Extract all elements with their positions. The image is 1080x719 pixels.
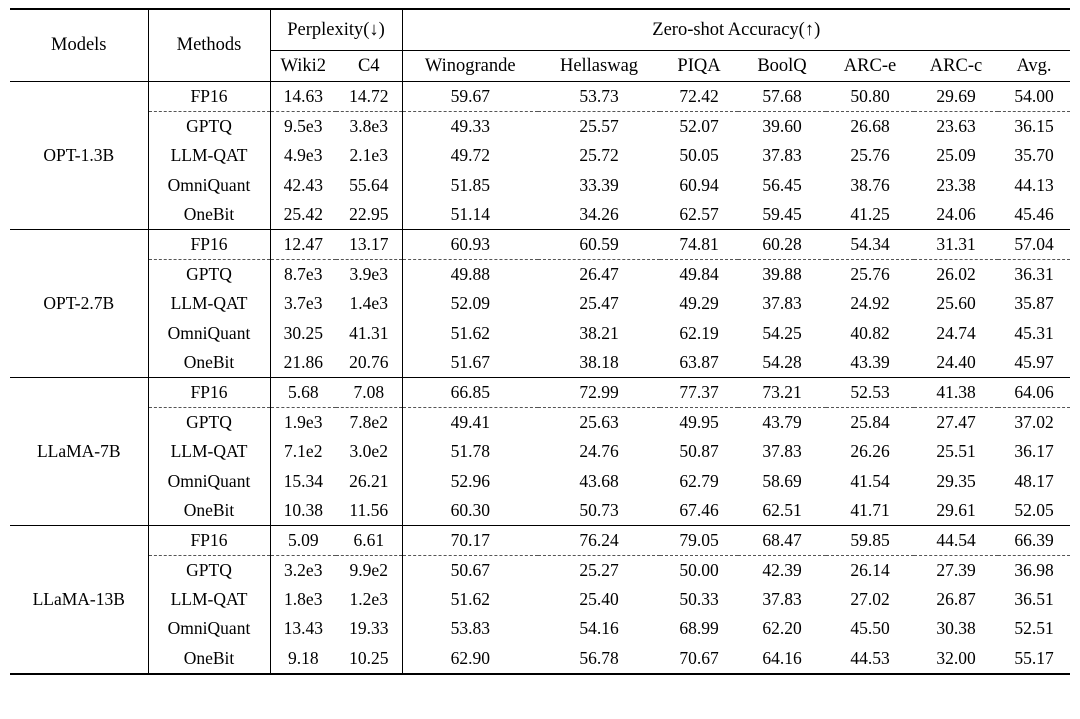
header-piqa: PIQA xyxy=(660,51,738,82)
cell-winogrande: 60.93 xyxy=(450,234,490,255)
cell-piqa: 63.87 xyxy=(679,351,719,372)
cell-boolq: 37.83 xyxy=(762,145,802,166)
cell-arc-c: 32.00 xyxy=(936,647,976,668)
cell-winogrande: 62.90 xyxy=(450,647,490,668)
cell-arc-e: 43.39 xyxy=(850,351,890,372)
header-methods: Methods xyxy=(148,10,270,82)
cell-arc-e: 44.53 xyxy=(850,647,890,668)
method-name: GPTQ xyxy=(148,556,270,585)
method-name: OmniQuant xyxy=(148,466,270,495)
cell-arc-c: 29.61 xyxy=(936,499,976,520)
cell-c4: 9.9e2 xyxy=(336,556,402,585)
cell-arc-c: 31.31 xyxy=(936,234,976,255)
header-boolq: BoolQ xyxy=(738,51,826,82)
table-row xyxy=(10,466,1070,495)
cell-c4: 7.8e2 xyxy=(336,408,402,437)
cell-piqa: 49.84 xyxy=(679,264,719,285)
cell-boolq: 73.21 xyxy=(762,381,802,402)
cell-piqa: 50.00 xyxy=(679,560,719,581)
cell-wiki2: 4.9e3 xyxy=(284,145,323,166)
cell-boolq: 68.47 xyxy=(762,529,802,550)
cell-wiki2: 5.68 xyxy=(287,381,319,402)
method-name: LLM-QAT xyxy=(148,437,270,466)
cell-arc-c: 27.39 xyxy=(936,560,976,581)
cell-arc-c: 27.47 xyxy=(936,412,976,433)
cell-arc-e: 26.68 xyxy=(850,116,890,137)
cell-hellaswag: 54.16 xyxy=(579,618,619,639)
cell-winogrande: 52.09 xyxy=(450,293,490,314)
bottom-rule xyxy=(10,674,1070,675)
cell-boolq: 60.28 xyxy=(762,234,802,255)
table-body xyxy=(10,82,1070,675)
cell-arc-e: 25.76 xyxy=(850,264,890,285)
cell-wiki2: 10.38 xyxy=(283,499,323,520)
method-name: OneBit xyxy=(148,496,270,526)
cell-boolq: 58.69 xyxy=(762,470,802,491)
cell-wiki2: 8.7e3 xyxy=(284,264,323,285)
cell-piqa: 50.05 xyxy=(679,145,719,166)
header-zero-shot-accuracy: Zero-shot Accuracy(↑) xyxy=(402,10,1070,51)
cell-piqa: 62.57 xyxy=(679,203,719,224)
cell-winogrande: 51.62 xyxy=(450,322,490,343)
cell-arc-e: 26.14 xyxy=(850,560,890,581)
cell-c4: 2.1e3 xyxy=(336,141,402,170)
cell-winogrande: 49.33 xyxy=(450,116,490,137)
cell-boolq: 54.25 xyxy=(762,322,802,343)
cell-boolq: 42.39 xyxy=(762,560,802,581)
cell-hellaswag: 26.47 xyxy=(579,264,619,285)
model-name: LLaMA-13B xyxy=(10,526,148,674)
cell-wiki2: 14.63 xyxy=(283,86,323,107)
cell-wiki2: 15.34 xyxy=(283,470,323,491)
cell-arc-c: 24.40 xyxy=(936,351,976,372)
cell-arc-e: 59.85 xyxy=(850,529,890,550)
cell-arc-e: 41.25 xyxy=(850,203,890,224)
table-row xyxy=(10,260,1070,289)
cell-arc-e: 50.80 xyxy=(850,86,890,107)
cell-avg: 52.05 xyxy=(1014,499,1054,520)
cell-piqa: 74.81 xyxy=(679,234,719,255)
cell-winogrande: 49.72 xyxy=(450,145,490,166)
cell-avg: 52.51 xyxy=(1014,618,1054,639)
cell-winogrande: 51.78 xyxy=(450,441,490,462)
cell-wiki2: 30.25 xyxy=(283,322,323,343)
table-row xyxy=(10,200,1070,230)
cell-winogrande: 50.67 xyxy=(450,560,490,581)
cell-boolq: 37.83 xyxy=(762,293,802,314)
table-row xyxy=(10,82,1070,112)
cell-avg: 54.00 xyxy=(1014,86,1054,107)
cell-boolq: 37.83 xyxy=(762,441,802,462)
model-name: OPT-2.7B xyxy=(10,230,148,377)
cell-boolq: 54.28 xyxy=(762,351,802,372)
cell-wiki2: 5.09 xyxy=(287,529,319,550)
method-name: LLM-QAT xyxy=(148,585,270,614)
cell-hellaswag: 50.73 xyxy=(579,499,619,520)
cell-c4: 11.56 xyxy=(336,496,402,526)
cell-arc-c: 24.06 xyxy=(936,203,976,224)
cell-c4: 6.61 xyxy=(336,526,402,556)
method-name: OneBit xyxy=(148,348,270,378)
cell-hellaswag: 53.73 xyxy=(579,86,619,107)
table-row xyxy=(10,437,1070,466)
cell-avg: 36.98 xyxy=(1014,560,1054,581)
cell-wiki2: 21.86 xyxy=(283,351,323,372)
cell-avg: 36.15 xyxy=(1014,116,1054,137)
cell-hellaswag: 25.57 xyxy=(579,116,619,137)
cell-piqa: 62.19 xyxy=(679,322,719,343)
cell-avg: 36.51 xyxy=(1014,589,1054,610)
cell-piqa: 62.79 xyxy=(679,470,719,491)
header-hellaswag: Hellaswag xyxy=(538,51,660,82)
cell-arc-c: 41.38 xyxy=(936,381,976,402)
cell-avg: 57.04 xyxy=(1014,234,1054,255)
cell-hellaswag: 33.39 xyxy=(579,174,619,195)
method-name: LLM-QAT xyxy=(148,289,270,318)
cell-c4: 26.21 xyxy=(336,466,402,495)
cell-hellaswag: 43.68 xyxy=(579,470,619,491)
cell-avg: 45.31 xyxy=(1014,322,1054,343)
cell-hellaswag: 24.76 xyxy=(579,441,619,462)
results-table xyxy=(10,8,1070,675)
cell-boolq: 62.20 xyxy=(762,618,802,639)
table-row xyxy=(10,496,1070,526)
cell-arc-e: 27.02 xyxy=(850,589,890,610)
cell-hellaswag: 34.26 xyxy=(579,203,619,224)
cell-c4: 3.9e3 xyxy=(336,260,402,289)
cell-wiki2: 25.42 xyxy=(283,203,323,224)
header-models: Models xyxy=(10,10,148,82)
cell-winogrande: 53.83 xyxy=(450,618,490,639)
cell-arc-e: 26.26 xyxy=(850,441,890,462)
cell-avg: 36.31 xyxy=(1014,264,1054,285)
table-row xyxy=(10,556,1070,585)
cell-piqa: 50.33 xyxy=(679,589,719,610)
cell-arc-e: 54.34 xyxy=(850,234,890,255)
cell-arc-e: 24.92 xyxy=(850,293,890,314)
cell-winogrande: 59.67 xyxy=(450,86,490,107)
cell-arc-e: 45.50 xyxy=(850,618,890,639)
cell-avg: 48.17 xyxy=(1014,470,1054,491)
cell-arc-c: 23.63 xyxy=(936,116,976,137)
table-row xyxy=(10,614,1070,643)
cell-arc-c: 29.69 xyxy=(936,86,976,107)
cell-c4: 41.31 xyxy=(336,319,402,348)
cell-wiki2: 3.2e3 xyxy=(284,560,323,581)
cell-winogrande: 51.62 xyxy=(450,589,490,610)
cell-arc-e: 52.53 xyxy=(850,381,890,402)
cell-wiki2: 42.43 xyxy=(283,174,323,195)
method-name: GPTQ xyxy=(148,408,270,437)
method-name: LLM-QAT xyxy=(148,141,270,170)
cell-piqa: 49.95 xyxy=(679,412,719,433)
method-name: FP16 xyxy=(148,526,270,556)
cell-winogrande: 52.96 xyxy=(450,470,490,491)
method-name: OneBit xyxy=(148,644,270,674)
cell-arc-e: 25.84 xyxy=(850,412,890,433)
table-header xyxy=(10,9,1070,82)
cell-arc-c: 25.60 xyxy=(936,293,976,314)
cell-wiki2: 9.5e3 xyxy=(284,116,323,137)
cell-avg: 44.13 xyxy=(1014,174,1054,195)
cell-winogrande: 70.17 xyxy=(450,529,490,550)
header-avg: Avg. xyxy=(998,51,1070,82)
cell-arc-c: 25.09 xyxy=(936,145,976,166)
cell-piqa: 50.87 xyxy=(679,441,719,462)
method-name: GPTQ xyxy=(148,112,270,141)
cell-c4: 7.08 xyxy=(336,378,402,408)
cell-avg: 35.70 xyxy=(1014,145,1054,166)
cell-c4: 1.4e3 xyxy=(336,289,402,318)
method-name: OmniQuant xyxy=(148,171,270,200)
cell-c4: 3.0e2 xyxy=(336,437,402,466)
cell-arc-e: 38.76 xyxy=(850,174,890,195)
cell-piqa: 77.37 xyxy=(679,381,719,402)
cell-hellaswag: 76.24 xyxy=(579,529,619,550)
cell-arc-e: 25.76 xyxy=(850,145,890,166)
cell-avg: 66.39 xyxy=(1014,529,1054,550)
table-row xyxy=(10,171,1070,200)
cell-arc-c: 29.35 xyxy=(936,470,976,491)
cell-arc-c: 30.38 xyxy=(936,618,976,639)
table-row xyxy=(10,319,1070,348)
cell-piqa: 70.67 xyxy=(679,647,719,668)
cell-hellaswag: 38.21 xyxy=(579,322,619,343)
cell-avg: 45.97 xyxy=(1014,351,1054,372)
cell-boolq: 56.45 xyxy=(762,174,802,195)
cell-arc-e: 41.71 xyxy=(850,499,890,520)
cell-boolq: 37.83 xyxy=(762,589,802,610)
cell-arc-c: 24.74 xyxy=(936,322,976,343)
model-name: LLaMA-7B xyxy=(10,378,148,525)
cell-boolq: 62.51 xyxy=(762,499,802,520)
cell-hellaswag: 56.78 xyxy=(579,647,619,668)
cell-piqa: 72.42 xyxy=(679,86,719,107)
cell-arc-c: 23.38 xyxy=(936,174,976,195)
cell-hellaswag: 25.63 xyxy=(579,412,619,433)
cell-boolq: 64.16 xyxy=(762,647,802,668)
header-c4: C4 xyxy=(336,51,402,82)
cell-wiki2: 13.43 xyxy=(283,618,323,639)
cell-hellaswag: 25.40 xyxy=(579,589,619,610)
cell-wiki2: 3.7e3 xyxy=(284,293,323,314)
cell-avg: 36.17 xyxy=(1014,441,1054,462)
cell-hellaswag: 60.59 xyxy=(579,234,619,255)
cell-avg: 45.46 xyxy=(1014,203,1054,224)
cell-winogrande: 66.85 xyxy=(450,381,490,402)
table-row xyxy=(10,141,1070,170)
header-row-primary xyxy=(10,10,1070,51)
cell-arc-c: 26.87 xyxy=(936,589,976,610)
cell-c4: 14.72 xyxy=(336,82,402,112)
header-winogrande: Winogrande xyxy=(402,51,538,82)
cell-arc-e: 41.54 xyxy=(850,470,890,491)
table-row xyxy=(10,112,1070,141)
method-name: FP16 xyxy=(148,230,270,260)
cell-piqa: 49.29 xyxy=(679,293,719,314)
table-row xyxy=(10,378,1070,408)
cell-boolq: 59.45 xyxy=(762,203,802,224)
table-row xyxy=(10,585,1070,614)
header-wiki2: Wiki2 xyxy=(270,51,336,82)
cell-arc-c: 25.51 xyxy=(936,441,976,462)
table-row xyxy=(10,644,1070,674)
method-name: GPTQ xyxy=(148,260,270,289)
cell-arc-c: 44.54 xyxy=(936,529,976,550)
cell-arc-c: 26.02 xyxy=(936,264,976,285)
cell-winogrande: 51.67 xyxy=(450,351,490,372)
table-row xyxy=(10,408,1070,437)
cell-piqa: 67.46 xyxy=(679,499,719,520)
cell-wiki2: 1.9e3 xyxy=(284,412,323,433)
cell-avg: 64.06 xyxy=(1014,381,1054,402)
cell-piqa: 79.05 xyxy=(679,529,719,550)
model-name: OPT-1.3B xyxy=(10,82,148,230)
cell-avg: 55.17 xyxy=(1014,647,1054,668)
cell-wiki2: 1.8e3 xyxy=(284,589,323,610)
cell-boolq: 39.60 xyxy=(762,116,802,137)
cell-piqa: 68.99 xyxy=(679,618,719,639)
cell-c4: 55.64 xyxy=(336,171,402,200)
cell-avg: 37.02 xyxy=(1014,412,1054,433)
cell-boolq: 57.68 xyxy=(762,86,802,107)
table-row xyxy=(10,289,1070,318)
cell-winogrande: 60.30 xyxy=(450,499,490,520)
method-name: OmniQuant xyxy=(148,614,270,643)
cell-arc-e: 40.82 xyxy=(850,322,890,343)
header-arc-e: ARC-e xyxy=(826,51,914,82)
cell-hellaswag: 25.47 xyxy=(579,293,619,314)
header-perplexity: Perplexity(↓) xyxy=(270,10,402,51)
cell-piqa: 60.94 xyxy=(679,174,719,195)
cell-avg: 35.87 xyxy=(1014,293,1054,314)
cell-c4: 20.76 xyxy=(336,348,402,378)
cell-c4: 1.2e3 xyxy=(336,585,402,614)
cell-piqa: 52.07 xyxy=(679,116,719,137)
method-name: FP16 xyxy=(148,82,270,112)
table-row xyxy=(10,348,1070,378)
cell-boolq: 39.88 xyxy=(762,264,802,285)
cell-c4: 19.33 xyxy=(336,614,402,643)
cell-c4: 3.8e3 xyxy=(336,112,402,141)
cell-hellaswag: 25.72 xyxy=(579,145,619,166)
cell-wiki2: 9.18 xyxy=(287,647,319,668)
table-row xyxy=(10,230,1070,260)
method-name: OmniQuant xyxy=(148,319,270,348)
cell-wiki2: 7.1e2 xyxy=(284,441,323,462)
cell-c4: 13.17 xyxy=(336,230,402,260)
cell-winogrande: 49.88 xyxy=(450,264,490,285)
cell-winogrande: 49.41 xyxy=(450,412,490,433)
method-name: FP16 xyxy=(148,378,270,408)
cell-hellaswag: 38.18 xyxy=(579,351,619,372)
cell-winogrande: 51.14 xyxy=(450,203,490,224)
header-arc-c: ARC-c xyxy=(914,51,998,82)
cell-wiki2: 12.47 xyxy=(283,234,323,255)
method-name: OneBit xyxy=(148,200,270,230)
cell-boolq: 43.79 xyxy=(762,412,802,433)
cell-c4: 10.25 xyxy=(336,644,402,674)
table-row xyxy=(10,526,1070,556)
cell-hellaswag: 72.99 xyxy=(579,381,619,402)
cell-hellaswag: 25.27 xyxy=(579,560,619,581)
cell-c4: 22.95 xyxy=(336,200,402,230)
cell-winogrande: 51.85 xyxy=(450,174,490,195)
